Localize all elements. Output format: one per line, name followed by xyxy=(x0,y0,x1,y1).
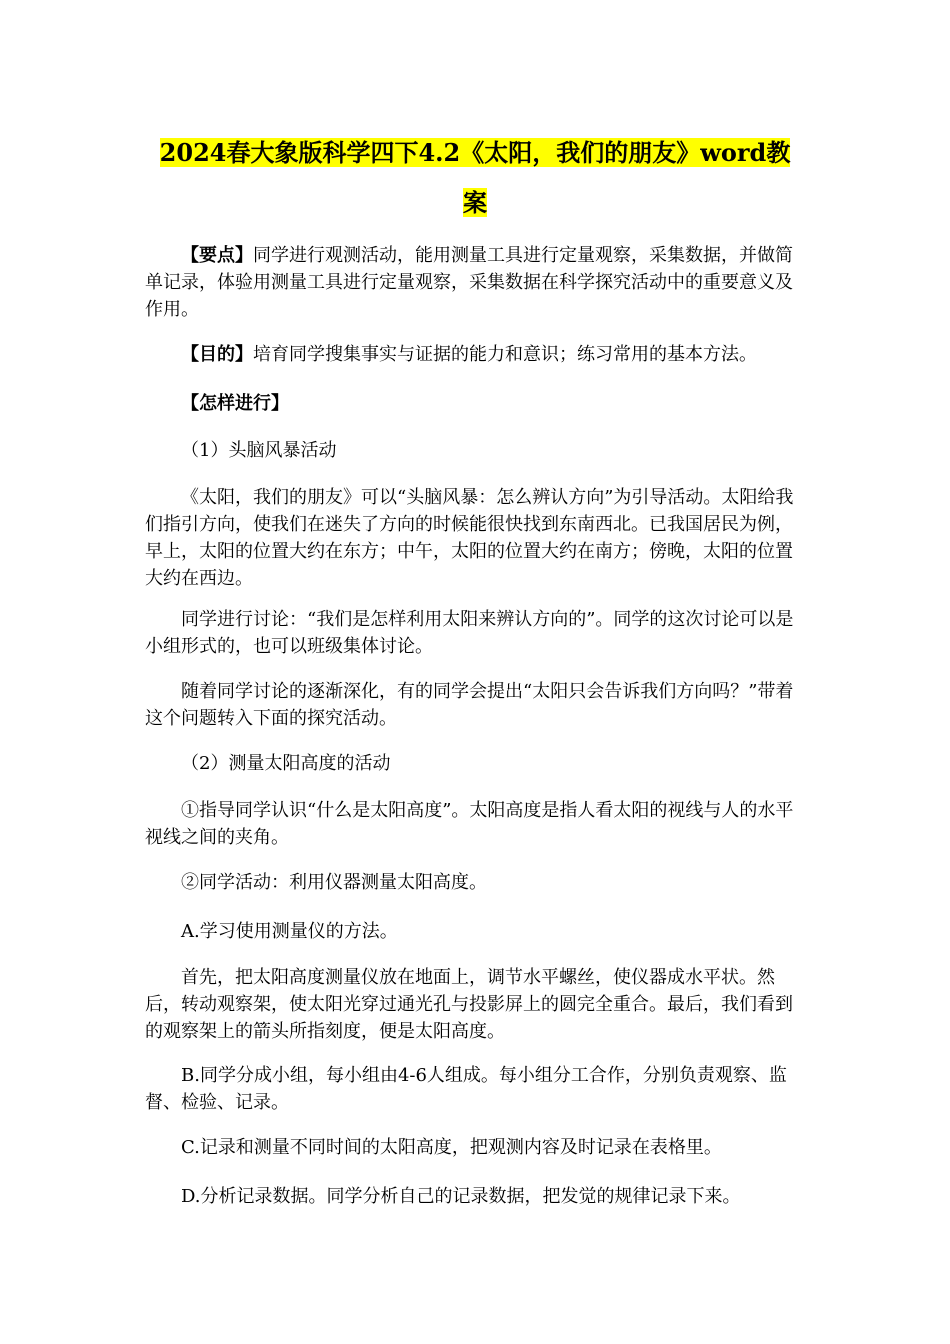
document-title xyxy=(140,128,810,228)
title-line-2: 案 xyxy=(463,188,487,217)
how-heading xyxy=(145,390,805,417)
paragraph-10: D.分析记录数据。同学分析自己的记录数据，把发觉的规律记录下来。 xyxy=(181,1186,741,1207)
section-2-heading: （2）测量太阳高度的活动 xyxy=(181,753,391,774)
key-points-text: 同学进行观测活动，能用测量工具进行定量观察，采集数据，并做简单记录，体验用测量工具进行定量观察，采集数据在科学探究活动中的重要意义及作用。 xyxy=(145,245,793,320)
paragraph-2: 同学进行讨论：“我们是怎样利用太阳来辨认方向的”。同学的这次讨论可以是小组形式的，也可以班级集体讨论。 xyxy=(145,609,794,657)
key-points-label: 【要点】 xyxy=(181,245,253,266)
paragraph-7: 首先，把太阳高度测量仪放在地面上，调节水平螺丝，使仪器成水平状。然后，转动观察架，使太阳光穿过通光孔与投影屏上的圆完全重合。最后，我们看到的观察架上的箭头所指刻度，便是太阳高度。 xyxy=(145,967,793,1042)
paragraph-5: ②同学活动：利用仪器测量太阳高度。 xyxy=(181,872,487,893)
paragraph-4: ①指导同学认识“什么是太阳高度”。太阳高度是指人看太阳的视线与人的水平视线之间的夹角。 xyxy=(145,800,794,848)
paragraph-9: C.记录和测量不同时间的太阳高度，把观测内容及时记录在表格里。 xyxy=(181,1137,722,1158)
section-1-heading: （1）头脑风暴活动 xyxy=(181,440,337,461)
paragraph-3: 随着同学讨论的逐渐深化，有的同学会提出“太阳只会告诉我们方向吗？”带着这个问题转入下面的探究活动。 xyxy=(145,681,794,729)
key-points-paragraph xyxy=(145,242,805,323)
paragraph-8: B.同学分成小组，每小组由4-6人组成。每小组分工合作，分别负责观察、监督、检验、记录。 xyxy=(145,1065,787,1113)
how-label: 【怎样进行】 xyxy=(181,393,289,414)
title-line-1: 2024春大象版科学四下4.2《太阳，我们的朋友》word教 xyxy=(159,138,791,167)
paragraph-1: 《太阳，我们的朋友》可以“头脑风暴：怎么辨认方向”为引导活动。太阳给我们指引方向，使我们在迷失了方向的时候能很快找到东南西北。已我国居民为例，早上，太阳的位置大约在东方；中午，太阳的位置大约在南方；傍晚，太阳的位置大约在西边。 xyxy=(145,487,794,589)
goal-label: 【目的】 xyxy=(181,344,253,365)
goal-text: 培育同学搜集事实与证据的能力和意识；练习常用的基本方法。 xyxy=(253,344,757,365)
goal-paragraph xyxy=(145,341,805,368)
paragraph-6: A.学习使用测量仪的方法。 xyxy=(181,921,398,942)
